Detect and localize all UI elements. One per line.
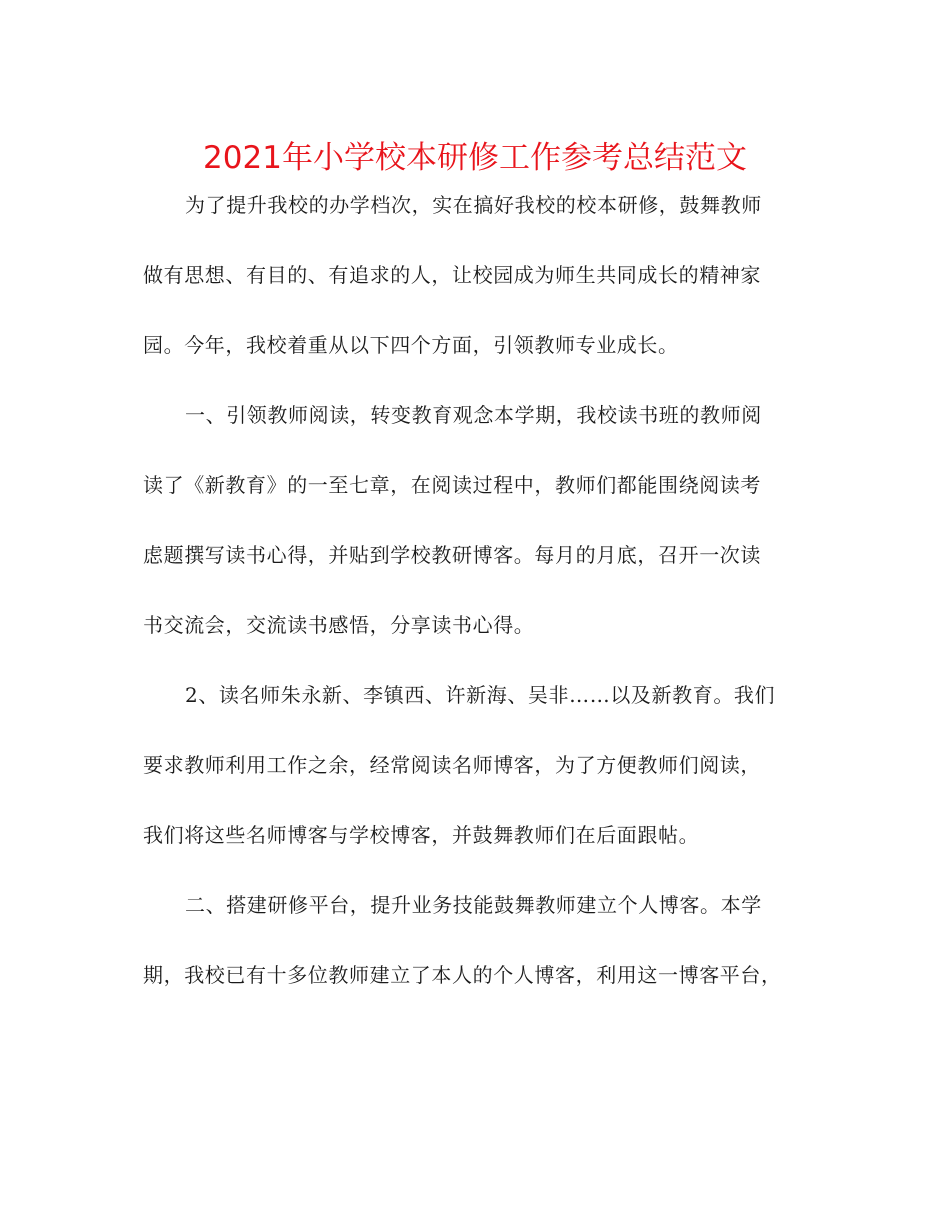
paragraph-3 (143, 673, 809, 883)
document-title: 2021年小学校本研修工作参考总结范文 (203, 140, 747, 176)
text-line: 为了提升我校的办学档次，实在搞好我校的校本研修，鼓舞教师 (185, 193, 762, 217)
text-line: 一、引领教师阅读，转变教育观念本学期，我校读书班的教师阅 (185, 403, 762, 427)
document-body (143, 183, 809, 1023)
text-line: 2、读名师朱永新、李镇西、许新海、吴非……以及新教育。我们 (185, 683, 776, 707)
text-line: 期，我校已有十多位教师建立了本人的个人博客，利用这一博客平台， (143, 963, 782, 987)
text-line: 二、搭建研修平台，提升业务技能鼓舞教师建立个人博客。本学 (185, 893, 762, 917)
paragraph-2 (143, 393, 809, 673)
text-line: 书交流会，交流读书感悟，分享读书心得。 (143, 613, 535, 637)
text-line: 虑题撰写读书心得，并贴到学校教研博客。每月的月底，召开一次读 (143, 543, 761, 567)
text-line: 我们将这些名师博客与学校博客，并鼓舞教师们在后面跟帖。 (143, 823, 700, 847)
text-line: 做有思想、有目的、有追求的人，让校园成为师生共同成长的精神家 (143, 263, 761, 287)
text-line: 读了《新教育》的一至七章，在阅读过程中，教师们都能围绕阅读考 (143, 473, 761, 497)
text-line: 园。今年，我校着重从以下四个方面，引领教师专业成长。 (143, 333, 679, 357)
paragraph-4 (143, 883, 809, 1023)
text-line: 要求教师利用工作之余，经常阅读名师博客，为了方便教师们阅读， (143, 753, 761, 777)
paragraph-1 (143, 183, 809, 393)
